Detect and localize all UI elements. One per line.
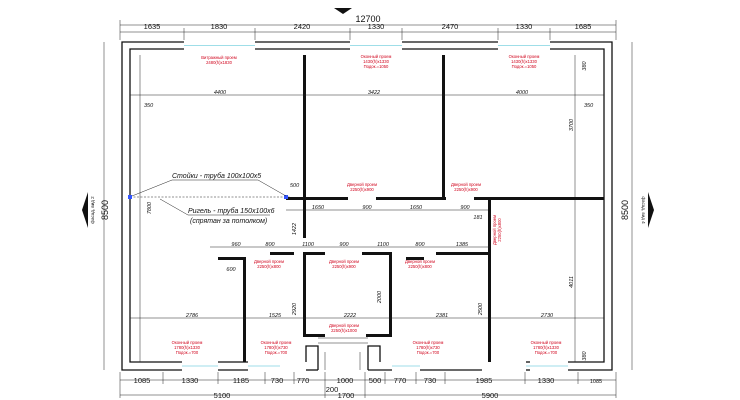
- dim-right-total: 8500: [620, 199, 630, 221]
- dimension-label: 1430(h)x1330: [363, 59, 389, 64]
- dimension-label: 900: [362, 205, 372, 211]
- dimension-label: 1330: [537, 376, 555, 385]
- dimension-label: Дверной проем: [329, 323, 359, 328]
- note-beam-hidden: (спрятан за потолком): [190, 218, 268, 225]
- dim-top: 1685: [574, 22, 592, 31]
- label-door-entry: [329, 323, 359, 333]
- dimension-label: 800: [415, 242, 425, 248]
- dimension-label: Подок.=700: [175, 350, 199, 355]
- dimension-label: 2250(h)x900: [332, 264, 356, 269]
- dimension-label: 1085: [589, 379, 603, 385]
- dimension-label: 2920: [292, 302, 298, 316]
- label-window-bottom-2: [261, 340, 292, 355]
- dimension-label: Оконный проем: [412, 340, 444, 345]
- dimension-label: 1780(h)x1330: [533, 345, 559, 350]
- dimension-label: 770: [393, 376, 407, 385]
- note-beam: Ригель - труба 150х100х6: [188, 208, 275, 215]
- dimension-label: 900: [460, 205, 470, 211]
- dimension-label: 2381: [435, 313, 449, 319]
- dimension-label: 3422: [367, 90, 381, 96]
- dimension-label: 1780(h)x730: [264, 345, 288, 350]
- dimension-label: 2000: [377, 290, 383, 304]
- dim-top: 1635: [143, 22, 161, 31]
- dimension-label: 350: [584, 103, 594, 109]
- dimension-label: 730: [423, 376, 437, 385]
- dimension-label: Оконный проем: [360, 54, 392, 59]
- dimension-label: 1330: [181, 376, 199, 385]
- dim-top: 2470: [441, 22, 459, 31]
- dimension-label: 500: [290, 183, 300, 189]
- section-arrow-top: [334, 8, 352, 14]
- dimension-label: 380: [582, 351, 588, 361]
- dimension-label: Дверной проем: [329, 259, 359, 264]
- dimension-label: 4400: [213, 90, 227, 96]
- label-door-4: [329, 259, 359, 269]
- dimension-label: 1085: [133, 376, 151, 385]
- dimension-label: 770: [296, 376, 310, 385]
- label-door-1: [347, 182, 377, 192]
- label-window-top-right: [509, 54, 540, 69]
- dimension-label: Дверной проем: [405, 259, 435, 264]
- dimension-label: Оконный проем: [171, 340, 203, 345]
- dimension-label: Оконный проем: [508, 54, 540, 59]
- dimension-label: 380: [582, 61, 588, 71]
- dim-200: 200: [325, 385, 339, 394]
- dimension-label: 4000: [515, 90, 529, 96]
- dim-top-total: 12700: [355, 14, 381, 24]
- label-window-bottom-4: [531, 340, 562, 355]
- dimension-label: 2250(h)x1000: [331, 328, 357, 333]
- dimension-label: 1780(h)x1330: [174, 345, 200, 350]
- dimension-label: Подок.=1050: [511, 64, 537, 69]
- label-window-top-left: [201, 55, 237, 65]
- dimension-label: Дверной проем: [451, 182, 481, 187]
- section-arrow-left: [82, 192, 88, 228]
- dimension-label: 2250(h)x800: [497, 218, 502, 242]
- dimension-label: 1430(h)x1330: [511, 59, 537, 64]
- dimension-label: 600: [226, 267, 236, 273]
- dimension-label: 1650: [311, 205, 325, 211]
- dimension-label: 2222: [343, 313, 357, 319]
- dimension-label: 2480(h)x1830: [206, 60, 232, 65]
- dimension-label: 2500: [478, 302, 484, 316]
- dimension-label: Подок.=700: [416, 350, 440, 355]
- dimension-label: 1985: [475, 376, 493, 385]
- dimension-label: Подок.=700: [534, 350, 558, 355]
- post-right: [284, 195, 288, 199]
- dimension-label: 800: [265, 242, 275, 248]
- dimension-label: 1100: [377, 242, 389, 248]
- dim-top: 2420: [293, 22, 311, 31]
- dimension-label: 1000: [336, 376, 354, 385]
- dimension-label: 1385: [455, 242, 469, 248]
- section-arrow-right: [648, 192, 654, 228]
- post-left: [128, 195, 132, 199]
- dimension-label: Витражный проем: [201, 55, 237, 60]
- dimension-label: 960: [231, 242, 241, 248]
- dimension-label: Дверной проем: [254, 259, 284, 264]
- label-door-5: [405, 259, 435, 269]
- dimension-label: 1650: [409, 205, 423, 211]
- dimension-label: 2730: [540, 313, 554, 319]
- dim-left-total: 8500: [100, 199, 110, 221]
- dimension-label: 730: [270, 376, 284, 385]
- dimension-label: Дверной проем: [492, 215, 497, 245]
- dimension-label: Подок.=1050: [363, 64, 389, 69]
- dimension-label: 3700: [569, 118, 575, 132]
- dimension-label: 1100: [302, 242, 314, 248]
- label-door-vertical: [492, 215, 502, 245]
- note-posts: Стойки - труба 100х100х5: [172, 173, 262, 180]
- dimension-label: 1525: [268, 313, 282, 319]
- label-door-2: [451, 182, 481, 192]
- dimension-label: 7800: [147, 201, 153, 215]
- dimension-label: 2250(h)x800: [257, 264, 281, 269]
- dimension-label: 1185: [232, 376, 250, 385]
- label-window-bottom-3: [413, 340, 444, 355]
- structural-notes: [132, 172, 286, 225]
- dim-top: 1330: [515, 22, 533, 31]
- dimension-label: 500: [368, 376, 382, 385]
- dim-top: 1830: [210, 22, 228, 31]
- dimension-label: 2250(h)x900: [350, 187, 374, 192]
- label-window-bottom-1: [172, 340, 203, 355]
- facade-left-label: фасад, вид 2: [90, 196, 95, 224]
- dimension-label: 900: [339, 242, 349, 248]
- dimension-label: 1422: [292, 222, 298, 236]
- dimension-label: 5900: [481, 391, 499, 400]
- label-door-3: [254, 259, 284, 269]
- dim-top: 1330: [367, 22, 385, 31]
- dimension-label: 350: [144, 103, 154, 109]
- dimension-label: 2250(h)x800: [408, 264, 432, 269]
- dimension-label: Дверной проем: [347, 182, 377, 187]
- dimension-label: 2250(h)x900: [454, 187, 478, 192]
- dimension-label: 181: [473, 215, 483, 221]
- dimension-label: 2786: [185, 313, 199, 319]
- label-window-top-mid: [361, 54, 392, 69]
- dimension-label: 1700: [337, 391, 355, 400]
- dimension-label: 5100: [213, 391, 231, 400]
- dimension-label: 4011: [569, 276, 575, 288]
- facade-right-label: фасад, вид 4: [641, 196, 646, 224]
- dimension-label: Оконный проем: [530, 340, 562, 345]
- bottom-dimensions: [120, 372, 616, 400]
- dimension-label: Оконный проем: [260, 340, 292, 345]
- dimension-label: Подок.=700: [264, 350, 288, 355]
- top-dimensions: [120, 8, 616, 40]
- dimension-label: 1780(h)x730: [416, 345, 440, 350]
